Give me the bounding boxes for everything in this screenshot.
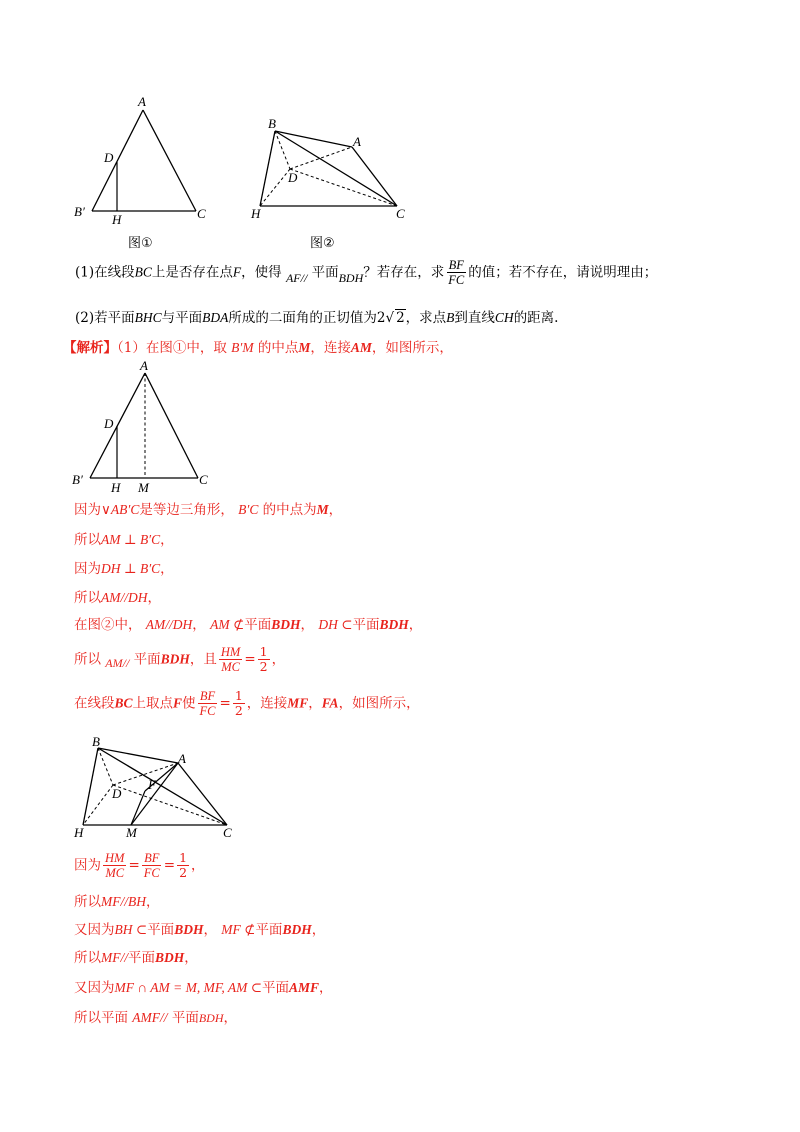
- fig4-label-f: F: [148, 777, 156, 792]
- solution-line-2: 因为∨AB′C是等边三角形， B′C 的中点为M，: [74, 502, 343, 518]
- solution-line-5: 所以AM//DH，: [74, 590, 161, 606]
- fig3-label-h: H: [111, 480, 121, 495]
- fig4-label-d: D: [112, 786, 122, 801]
- fig4-label-c: C: [223, 825, 232, 840]
- solution-line-11: 又因为BH ⊂平面BDH， MF ⊄平面BDH，: [74, 922, 326, 938]
- figure-3: [68, 358, 218, 498]
- question-2: (2)若平面BHC与平面BDA所成的二面角的正切值为2√ 2，求点B到直线CH的距离.: [75, 310, 559, 326]
- figure-2: [245, 112, 420, 227]
- figure-4: [72, 733, 242, 848]
- fig3-label-d: D: [104, 416, 114, 431]
- question-1: (1)在线段BC上是否存在点F，使得 AF// 平面BDH？若存在，求 $\frac{BF}{FC}$ 的值；若不存在，请说明理由；: [75, 258, 658, 288]
- figure-1: [70, 92, 220, 232]
- solution-line-4: 因为DH ⊥ B′C，: [74, 561, 174, 577]
- solution-line-3: 所以AM ⊥ B′C，: [74, 532, 174, 548]
- fig4-label-m: M: [126, 825, 137, 840]
- solution-line-1: 【解析】（1）在图①中，取 B′M 的中点M，连接AM，如图所示，: [63, 340, 453, 356]
- fig3-label-m: M: [138, 480, 149, 495]
- fig4-label-a: A: [178, 751, 186, 766]
- fig2-label-d: D: [288, 170, 298, 185]
- fig4-label-b: B: [92, 734, 100, 749]
- solution-line-12: 所以MF//平面BDH，: [74, 950, 198, 966]
- fig4-label-h: H: [74, 825, 84, 840]
- fig2-label-c: C: [396, 206, 405, 221]
- fig1-label-a: A: [138, 94, 146, 109]
- fig2-label-h: H: [251, 206, 261, 221]
- solution-line-14: 所以平面 AMF// 平面BDH，: [74, 1010, 238, 1026]
- fig1-label-h: H: [112, 212, 122, 227]
- fig2-label-b: B: [268, 116, 276, 131]
- figure-1-caption: 图①: [128, 236, 153, 251]
- solution-line-13: 又因为MF ∩ AM = M, MF, AM ⊂平面AMF，: [74, 980, 333, 996]
- fig1-label-d: D: [104, 150, 114, 165]
- fig3-label-c: C: [199, 472, 208, 487]
- solution-line-10: 所以MF//BH，: [74, 894, 160, 910]
- fig2-label-a: A: [353, 134, 361, 149]
- solution-line-9: 因为 $\frac{HM}{MC}$ = $\frac{BF}{FC}$ = $\frac{1}{2}$ ，: [74, 850, 205, 881]
- fig1-label-bprime: B′: [74, 204, 85, 219]
- solution-line-8: 在线段BC上取点F使 $\frac{BF}{FC}$ = $\frac{1}{2}$ ，连接MF，FA，如图所示，: [74, 688, 420, 719]
- fig3-label-bprime: B′: [72, 472, 83, 487]
- fig3-label-a: A: [140, 358, 148, 373]
- solution-line-7: 所以 AM// 平面BDH，且 $\frac{HM}{MC}$ = $\frac{1}{2}$ ，: [74, 644, 286, 675]
- figure-2-caption: 图②: [310, 236, 335, 251]
- fig1-label-c: C: [197, 206, 206, 221]
- solution-line-6: 在图②中， AM//DH， AM ⊄平面BDH， DH ⊂平面BDH，: [74, 617, 423, 633]
